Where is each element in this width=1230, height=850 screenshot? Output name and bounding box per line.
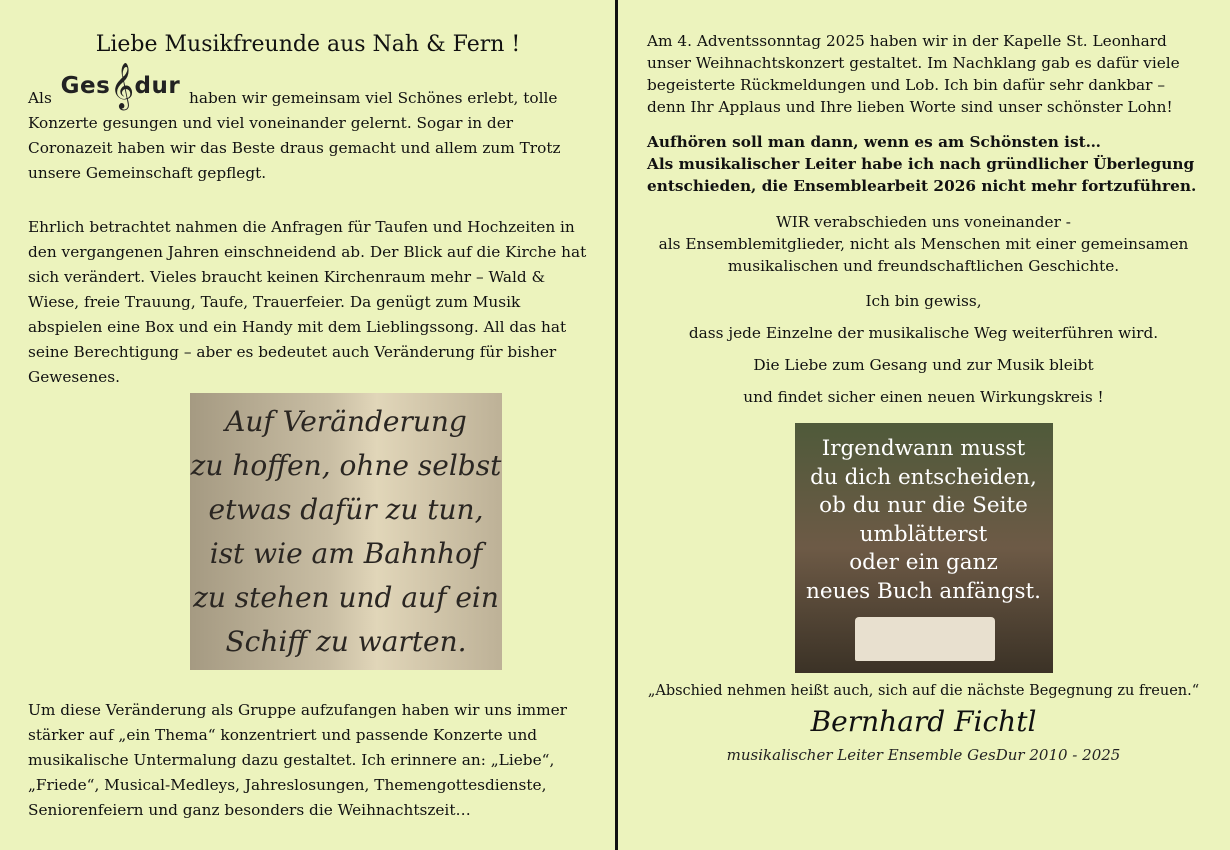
image-line: ist wie am Bahnhof — [209, 536, 483, 570]
open-book-icon — [855, 617, 995, 661]
image-line: Irgendwann musst — [821, 436, 1026, 461]
column-divider — [615, 0, 618, 850]
concert-paragraph: Am 4. Adventssonntag 2025 haben wir in der Kapelle St. Leonhard unser Weihnachtskonzert gestaltet. Im Nachklang gab es dafür viele begeisterte Rückmeldungen und Lob. Ich bin dafür sehr dankbar – denn Ihr Applaus und Ihre lieben Worte sind unser schönster Lohn! — [647, 32, 1180, 116]
intro-paragraph — [28, 63, 588, 186]
farewell-line-4: dass jede Einzelne der musikalische Weg weiterführen wird. — [688, 324, 1159, 342]
page-heading: Liebe Musikfreunde aus Nah & Fern ! — [95, 32, 521, 57]
quote-image-bahnhof — [190, 393, 502, 670]
image-line: ob du nur die Seite — [819, 493, 1028, 518]
farewell-quote: „Abschied nehmen heißt auch, sich auf die nächste Begegnung zu freuen.“ — [647, 683, 1200, 699]
image-line: Auf Veränderung — [225, 404, 467, 438]
image-line: zu stehen und auf ein — [193, 580, 499, 614]
signature-role: musikalischer Leiter Ensemble GesDur 2010 - 2025 — [726, 746, 1121, 764]
signature: Bernhard Fichtl — [810, 705, 1037, 738]
farewell-line-5: Die Liebe zum Gesang und zur Musik bleibt — [753, 356, 1094, 374]
image-line: etwas dafür zu tun, — [208, 492, 484, 526]
treble-clef-icon: 𝄞 — [110, 63, 135, 109]
image-line: Schiff zu warten. — [225, 624, 467, 658]
intro-start: Als — [28, 89, 52, 107]
image-line: neues Buch anfängst. — [806, 578, 1041, 604]
theme-paragraph: Um diese Veränderung als Gruppe aufzufangen haben wir uns immer stärker auf „ein Thema“ konzentriert und passende Konzerte und musikalische Untermalung dazu gestaltet. Ich erinnere an: „Liebe“, „Friede“, Musical-Medleys, Jahreslosungen, Themengottesdienste, Seniorenfeiern und ganz besonders die Weihnachtszeit… — [28, 701, 567, 819]
farewell-line-2: als Ensemblemitglieder, nicht als Menschen mit einer gemeinsamen musikalischen und freundschaftlichen Geschichte. — [658, 235, 1189, 275]
change-paragraph: Ehrlich betrachtet nahmen die Anfragen für Taufen und Hochzeiten in den vergangenen Jahren einschneidend ab. Der Blick auf die Kirche hat sich verändert. Vieles braucht keinen Kirchenraum mehr – Wald & Wiese, freie Trauung, Taufe, Trauerfeier. Da genügt zum Musik abspielen eine Box und ein Handy mit dem Lieblingssong. All das hat seine Berechtigung – aber es bedeutet auch Veränderung für bisher Gewesenes. — [28, 218, 587, 386]
quote-image-book — [795, 423, 1053, 673]
image-line: du dich entscheiden, — [810, 464, 1037, 490]
bold-statement-2: Als musikalischer Leiter habe ich nach gründlicher Überlegung entschieden, die Ensemblearbeit 2026 nicht mehr fortzuführen. — [647, 155, 1197, 195]
intro-rest: haben wir gemeinsam viel Schönes erlebt, tolle Konzerte gesungen und viel voneinander gelernt. Sogar in der Coronazeit haben wir das Beste draus gemacht und allem zum Trotz unsere Gemeinschaft gepflegt. — [28, 89, 561, 182]
image-line: oder ein ganz — [849, 550, 998, 575]
image-line: umblätterst — [859, 521, 988, 547]
right-column — [619, 0, 1230, 850]
image-line: zu hoffen, ohne selbst — [190, 448, 502, 482]
farewell-line-6: und findet sicher einen neuen Wirkungskreis ! — [743, 388, 1104, 406]
gesdur-logo: Ges𝄞dur — [60, 63, 181, 109]
farewell-line-3: Ich bin gewiss, — [865, 292, 982, 310]
farewell-line-1: WIR verabschieden uns voneinander - — [776, 213, 1071, 231]
bold-statement-1: Aufhören soll man dann, wenn es am Schönsten ist… — [647, 133, 1101, 151]
